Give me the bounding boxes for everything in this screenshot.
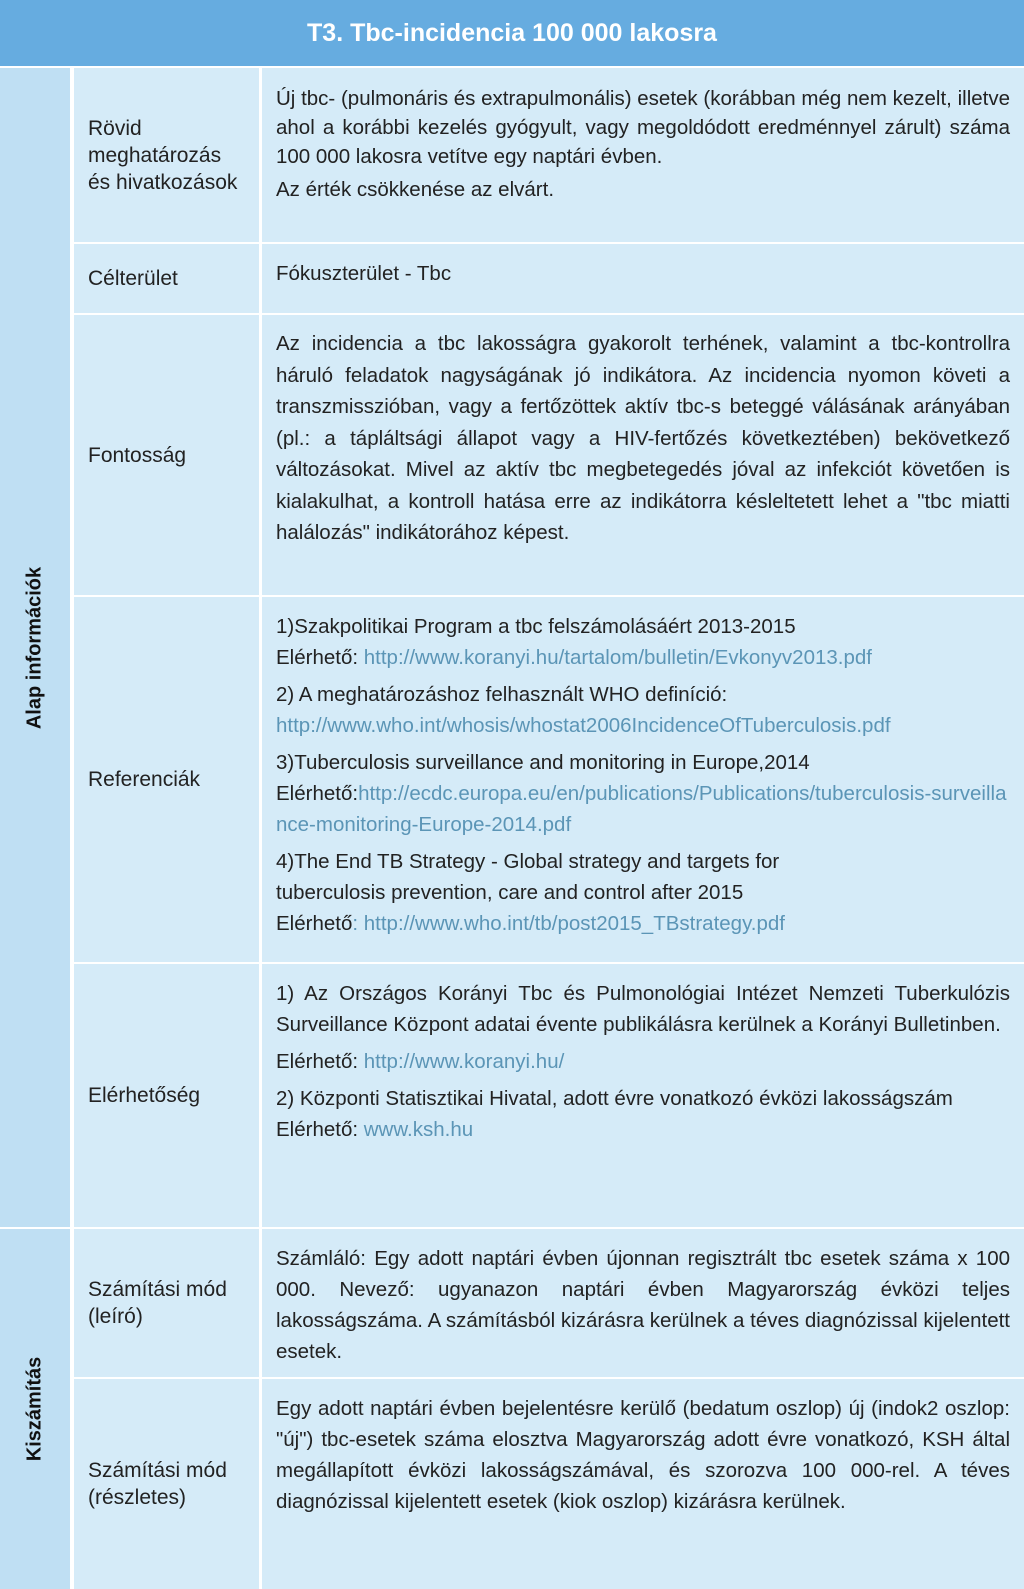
row-label-definition [74,66,262,242]
section-alap [0,66,72,1227]
availability-prefix-1: Elérhető: [276,1050,364,1073]
reference-4-prefix: Elérhető [276,912,353,935]
availability-link-1[interactable]: http://www.koranyi.hu/ [363,1050,565,1073]
row-content-calc-descr [262,1227,1024,1377]
row-label-importance [74,313,262,595]
row-content-definition [262,66,1024,242]
reference-1-title: 1)Szakpolitikai Program a tbc felszámolásáért 2013-2015 [276,615,796,638]
label-references: Referenciák [88,768,201,791]
definition-note: Az érték csökkenése az elvárt. [276,178,555,201]
calc-descr-text: Számláló: Egy adott naptári évben újonnan regisztrált tbc esetek száma x 100 000. Nevező: ugyanazon naptári évben Magyarország évközi teljes lakosságszáma. A számításból kizárásra kerülnek a téves diagnózissal kijelentett esetek. [276,1247,1010,1363]
reference-1-availability [276,642,1010,673]
reference-4-title: 4)The End TB Strategy - Global strategy and targets for tuberculosis prevention, care and control after 2015 [276,850,780,904]
reference-3-availability [276,778,1010,840]
label-target: Célterület [88,267,178,290]
availability-link-1-line [276,1046,1010,1077]
availability-text-2: 2) Központi Statisztikai Hivatal, adott évre vonatkozó évközi lakosságszám [276,1087,953,1110]
availability-text-1: 1) Az Országos Korányi Tbc és Pulmonológiai Intézet Nemzeti Tuberkulózis Surveillance Központ adatai évente publikálásra kerülnek a Korányi Bulletinben. [276,982,1010,1036]
label-importance: Fontosság [88,443,187,467]
importance-text: Az incidencia a tbc lakosságra gyakorolt terhének, valamint a tbc-kontrollra háruló feladatok nagyságának jó indikátora. Az incidencia nyomon követi a transzmisszióban, vagy a fertőzöttek aktív tbc-s beteggé válásának arányában (pl.: a tápláltsági állapot vagy a HIV-fertőzés következtében) bekövetkező változásokat. Mivel az aktív tbc megbetegedés jóval az infekciót követően is kialakulhat, a kontroll hatása erre az indikátorra késleltetett lehet a "tbc miatti halálozás" indikátorához képest. [276,332,1010,544]
reference-3-prefix: Elérhető: [276,782,359,805]
row-content-calc-detail [262,1377,1024,1589]
reference-4-availability [276,908,1010,939]
row-content-references [262,595,1024,962]
label-calc-descr: Számítási mód (leíró) [88,1278,227,1328]
title-bar [0,0,1024,66]
reference-1-prefix: Elérhető: [276,646,364,669]
row-label-availability [74,962,262,1227]
availability-link-2-line [276,1114,1010,1145]
row-content-availability [262,962,1024,1227]
reference-3-link[interactable]: http://ecdc.europa.eu/en/publications/Publications/tuberculosis-surveillance-monitoring-Europe-2014.pdf [276,782,1007,836]
reference-2-link[interactable]: http://www.who.int/whosis/whostat2006IncidenceOfTuberculosis.pdf [276,714,891,737]
label-availability: Elérhetőség [88,1084,201,1107]
reference-4-link[interactable]: : http://www.who.int/tb/post2015_TBstrategy.pdf [352,912,785,935]
availability-link-2[interactable]: www.ksh.hu [363,1118,474,1141]
reference-3-title: 3)Tuberculosis surveillance and monitoring in Europe,2014 [276,751,810,774]
reference-2-title: 2) A meghatározáshoz felhasznált WHO definíció: [276,683,728,706]
reference-1-link[interactable]: http://www.koranyi.hu/tartalom/bulletin/Evkonyv2013.pdf [363,646,872,669]
row-label-target [74,242,262,313]
section-label-alap: Alap információk [23,566,46,729]
label-definition: Rövid meghatározás és hivatkozások [88,116,238,194]
page-title: T3. Tbc-incidencia 100 000 lakosra [307,18,717,47]
row-label-calc-detail [74,1377,262,1589]
section-label-kiszamitas: Kiszámítás [23,1356,46,1462]
row-label-references [74,595,262,962]
definition-text: Új tbc- (pulmonáris és extrapulmonális) esetek (korábban még nem kezelt, illetve ahol a korábbi kezelés gyógyult, vagy megoldódott eredménnyel zárult) száma 100 000 lakosra vetítve egy naptári évben. [276,87,1010,168]
target-text: Fókuszterület - Tbc [276,262,452,285]
availability-prefix-2: Elérhető: [276,1118,364,1141]
row-content-target [262,242,1024,313]
section-kiszamitas [0,1227,72,1589]
row-label-calc-descr [74,1227,262,1377]
label-calc-detail: Számítási mód (részletes) [88,1459,227,1509]
calc-detail-text: Egy adott naptári évben bejelentésre kerülő (bedatum oszlop) új (indok2 oszlop: "új") tbc-esetek száma elosztva Magyarország adott évre vonatkozó, KSH által megállapított évközi lakosságszámával, és szorozva 100 000-rel. A téves diagnózissal kijelentett esetek (kiok oszlop) kizárásra kerülnek. [276,1397,1010,1513]
row-content-importance [262,313,1024,595]
